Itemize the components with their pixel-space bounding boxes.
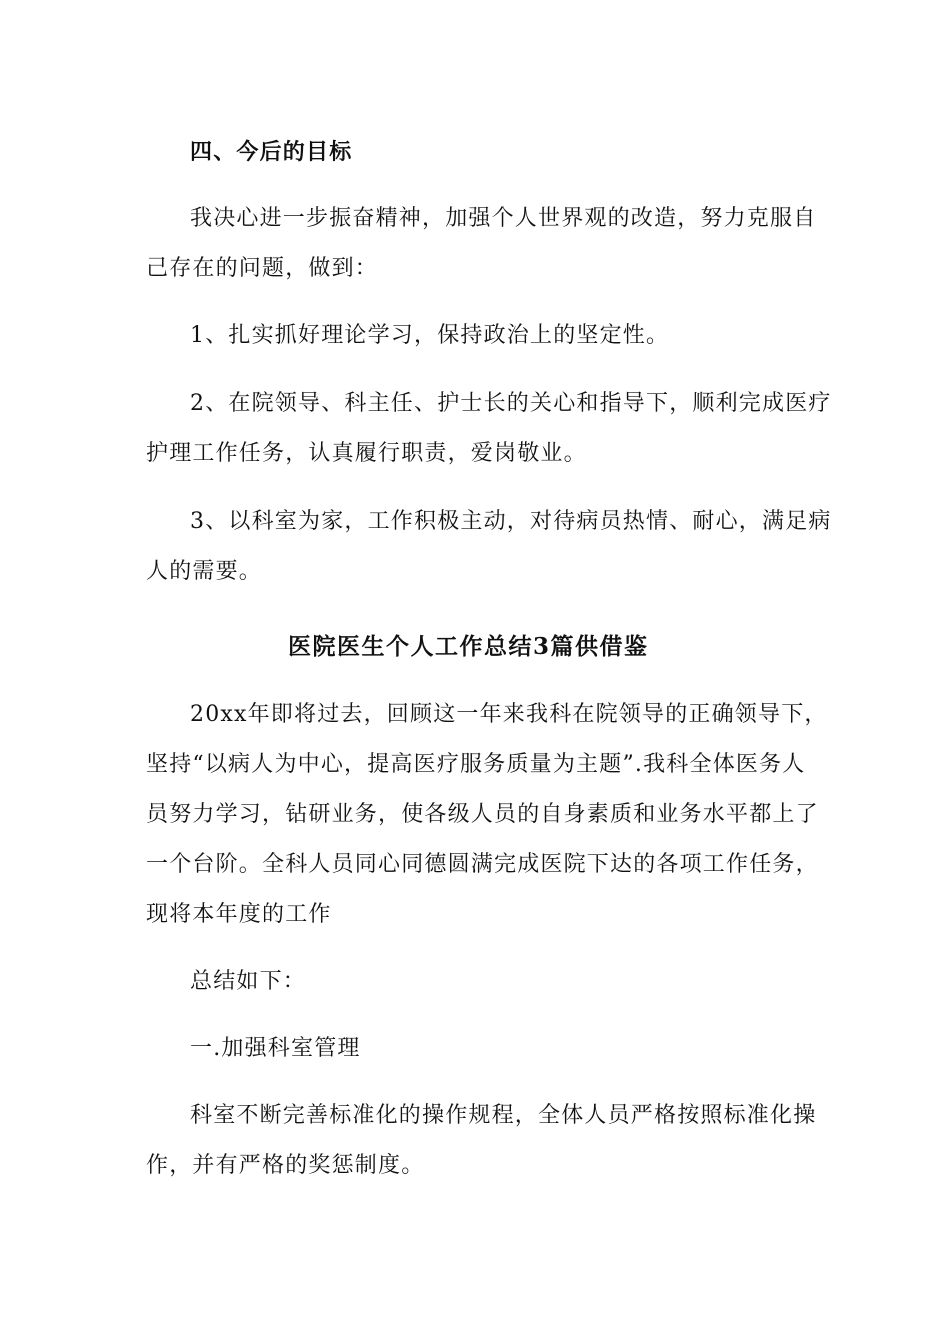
paragraph-line: 科室不断完善标准化的操作规程，全体人员严格按照标准化操 — [190, 1103, 817, 1128]
intro-text-line: 我决心进一步振奋精神，加强个人世界观的改造，努力克服自 — [190, 206, 817, 231]
goal-item-2-line: 2、在院领导、科主任、护士长的关心和指导下，顺利完成医疗 — [190, 391, 832, 416]
section-heading: 四、今后的目标 — [190, 139, 353, 165]
paragraph-line: 现将本年度的工作 — [146, 902, 332, 927]
goal-item-2-line: 护理工作任务，认真履行职责，爱岗敬业。 — [146, 441, 587, 466]
subsection-heading: 一.加强科室管理 — [190, 1036, 361, 1061]
goal-item-3-line: 3、以科室为家，工作积极主动，对待病员热情、耐心，满足病 — [190, 509, 832, 534]
goal-item-3-line: 人的需要。 — [146, 559, 263, 584]
intro-text-line: 己存在的问题，做到： — [146, 256, 379, 281]
article-title: 医院医生个人工作总结3篇供借鉴 — [288, 633, 649, 660]
paragraph-line: 20xx年即将过去，回顾这一年来我科在院领导的正确领导下， — [190, 702, 828, 727]
paragraph-line: 一个台阶。全科人员同心同德圆满完成医院下达的各项工作任务， — [146, 852, 819, 877]
summary-text: 总结如下： — [190, 969, 307, 994]
paragraph-line: 员努力学习，钻研业务，使各级人员的自身素质和业务水平都上了 — [146, 802, 819, 827]
goal-item-1: 1、扎实抓好理论学习，保持政治上的坚定性。 — [190, 323, 670, 348]
paragraph-line: 坚持“以病人为中心，提高医疗服务质量为主题”.我科全体医务人 — [146, 752, 806, 777]
paragraph-line: 作，并有严格的奖惩制度。 — [146, 1153, 425, 1178]
